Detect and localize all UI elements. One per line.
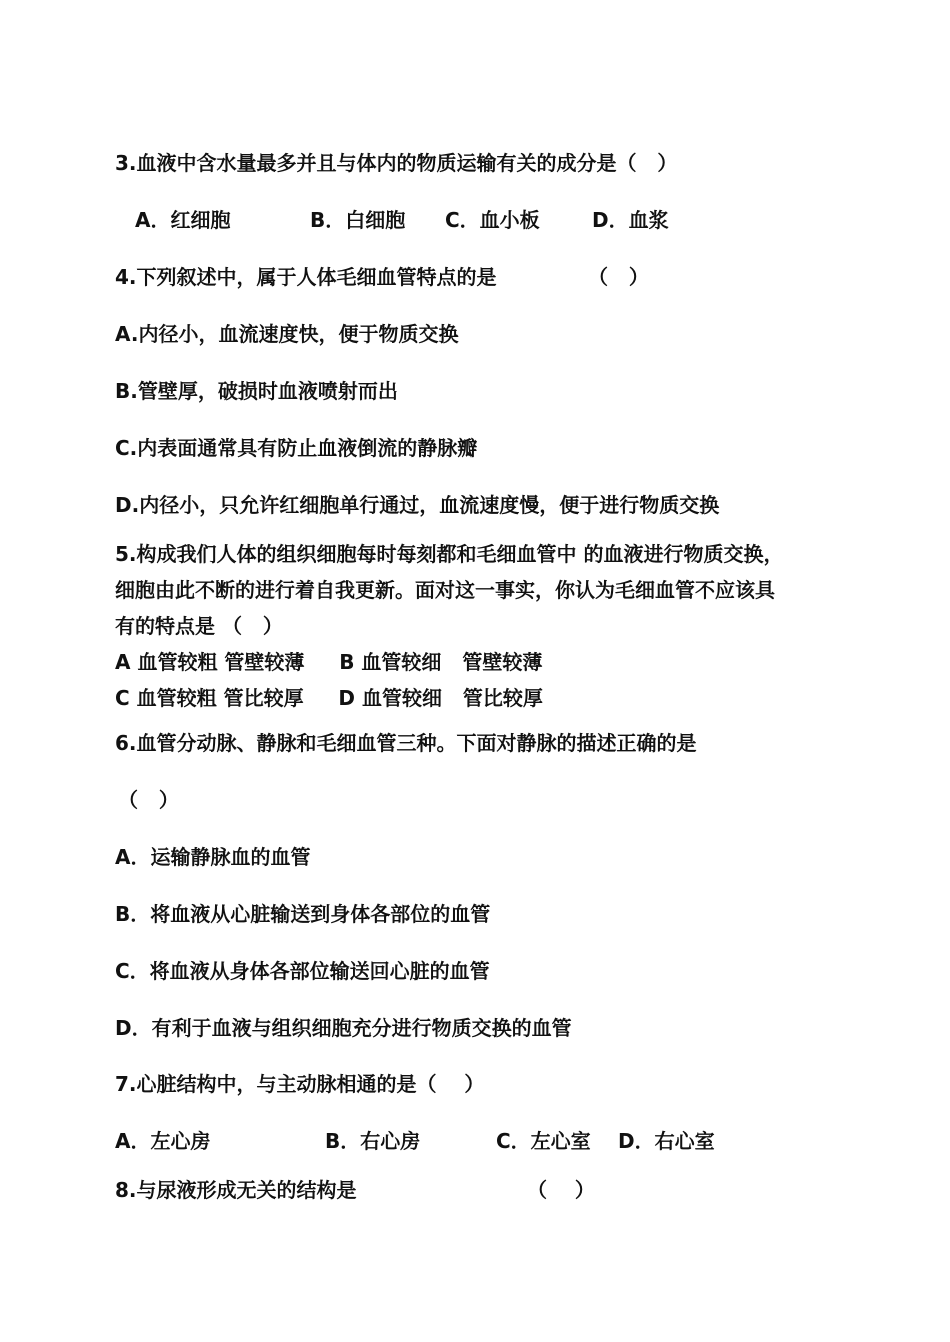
- question-5-stem-line-1: 5.构成我们人体的组织细胞每时每刻都和毛细血管中 的血液进行物质交换，: [115, 542, 784, 566]
- question-5-options-ab: A 血管较粗 管壁较薄 B 血管较细 管壁较薄: [115, 650, 543, 674]
- question-5-stem-line-2: 细胞由此不断的进行着自我更新。面对这一事实，你认为毛细血管不应该具: [115, 578, 775, 602]
- question-6-option-c: C．将血液从身体各部位输送回心脏的血管: [115, 959, 490, 983]
- question-6-option-d: D．有利于血液与组织细胞充分进行物质交换的血管: [115, 1016, 572, 1040]
- question-4-option-a: A.内径小，血流速度快，便于物质交换: [115, 322, 459, 346]
- question-4-answer-paren: （ ）: [588, 265, 649, 289]
- question-6-stem: 6.血管分动脉、静脉和毛细血管三种。下面对静脉的描述正确的是: [115, 731, 697, 755]
- question-7-option-d: D．右心室: [618, 1129, 715, 1153]
- question-6-option-b: B．将血液从心脏输送到身体各部位的血管: [115, 902, 491, 926]
- question-6-answer-paren: （ ）: [118, 788, 179, 812]
- question-7-option-b: B．右心房: [325, 1129, 421, 1153]
- question-5-options-cd: C 血管较粗 管比较厚 D 血管较细 管比较厚: [115, 686, 543, 710]
- question-3-option-d: D．血浆: [592, 208, 669, 232]
- question-4-option-c: C.内表面通常具有防止血液倒流的静脉瓣: [115, 436, 478, 460]
- question-8-answer-paren: （ ）: [527, 1178, 595, 1202]
- question-8-stem: 8.与尿液形成无关的结构是: [115, 1178, 357, 1202]
- question-5-stem-line-3: 有的特点是 （ ）: [115, 614, 283, 638]
- question-7-option-c: C．左心室: [496, 1129, 591, 1153]
- question-3-stem: 3.血液中含水量最多并且与体内的物质运输有关的成分是（ ）: [115, 151, 678, 175]
- question-4-option-b: B.管壁厚，破损时血液喷射而出: [115, 379, 398, 403]
- question-3-option-a: A．红细胞: [135, 208, 231, 232]
- question-4-stem: 4.下列叙述中，属于人体毛细血管特点的是: [115, 265, 497, 289]
- question-6-option-a: A．运输静脉血的血管: [115, 845, 311, 869]
- question-7-option-a: A．左心房: [115, 1129, 211, 1153]
- question-3-option-b: B．白细胞: [310, 208, 406, 232]
- question-4-option-d: D.内径小，只允许红细胞单行通过，血流速度慢，便于进行物质交换: [115, 493, 720, 517]
- question-3-option-c: C．血小板: [445, 208, 540, 232]
- question-7-stem: 7.心脏结构中，与主动脉相通的是（ ）: [115, 1072, 485, 1096]
